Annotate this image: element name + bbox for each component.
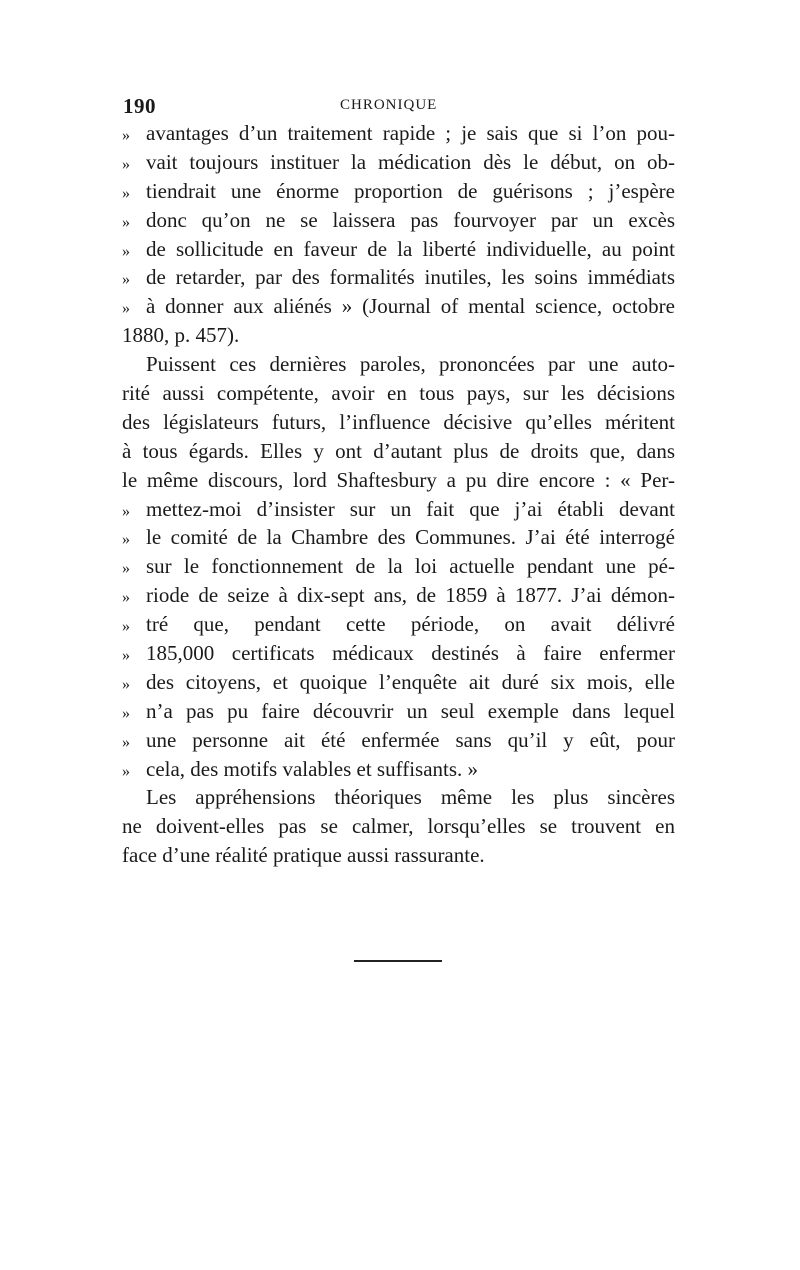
text-line [122, 581, 675, 610]
line-text: n’a pas pu faire découvrir un seul exemple dans lequel [146, 698, 675, 723]
quote-mark: » [122, 647, 130, 665]
line-text: à tous égards. Elles y ont d’autant plus de droits que, dans [122, 438, 675, 463]
quote-mark: » [122, 560, 130, 578]
quote-mark: » [122, 762, 130, 780]
line-text: vait toujours instituer la médication dès le début, on ob- [146, 149, 675, 174]
text-line [122, 437, 675, 466]
quote-mark: » [122, 242, 130, 260]
line-text: Puissent ces dernières paroles, prononcées par une auto- [146, 352, 675, 377]
line-text: face d’une réalité pratique aussi rassurante. [122, 843, 485, 868]
line-text: une personne ait été enfermée sans qu’il y eût, pour [146, 727, 675, 752]
text-line [122, 119, 675, 148]
text-line [122, 263, 675, 292]
line-text: donc qu’on ne se laissera pas fourvoyer par un excès [146, 207, 675, 232]
quote-mark: » [122, 213, 130, 231]
line-text: ne doivent-elles pas se calmer, lorsqu’elles se trouvent en [122, 814, 675, 839]
text-line [122, 495, 675, 524]
text-line [122, 755, 675, 784]
text-line [122, 697, 675, 726]
text-line [122, 552, 675, 581]
quote-mark: » [122, 618, 130, 636]
quote-mark: » [122, 704, 130, 722]
text-line [122, 610, 675, 639]
running-title: CHRONIQUE [340, 97, 438, 113]
line-text: des citoyens, et quoique l’enquête ait duré six mois, elle [146, 669, 675, 694]
quote-mark: » [122, 184, 130, 202]
line-text: le même discours, lord Shaftesbury a pu dire encore : « Per- [122, 467, 675, 492]
line-text: le comité de la Chambre des Communes. J’ai été interrogé [146, 525, 675, 550]
line-text: de sollicitude en faveur de la liberté individuelle, au point [146, 236, 675, 261]
text-line [122, 177, 675, 206]
line-text: des législateurs futurs, l’influence décisive qu’elles méritent [122, 409, 675, 434]
text-line [122, 668, 675, 697]
text-line [122, 350, 675, 379]
line-text: tiendrait une énorme proportion de guérisons ; j’espère [146, 178, 675, 203]
text-line [122, 292, 675, 321]
line-text: de retarder, par des formalités inutiles, les soins immédiats [146, 265, 675, 290]
text-line [122, 812, 675, 841]
quote-mark: » [122, 733, 130, 751]
quote-mark: » [122, 589, 130, 607]
line-text: mettez-moi d’insister sur un fait que j’ai établi devant [146, 496, 675, 521]
line-text: sur le fonctionnement de la loi actuelle pendant une pé- [146, 554, 675, 579]
quote-mark: » [122, 531, 130, 549]
quote-mark: » [122, 675, 130, 693]
quote-mark: » [122, 271, 130, 289]
text-line [122, 523, 675, 552]
text-line [122, 783, 675, 812]
text-line [122, 321, 675, 350]
quote-mark: » [122, 127, 130, 144]
text-line [122, 235, 675, 264]
line-text: Les appréhensions théoriques même les plus sincères [146, 785, 675, 810]
line-text: 185,000 certificats médicaux destinés à faire enfermer [146, 641, 675, 666]
quote-mark: » [122, 502, 130, 520]
page-number: 190 [123, 94, 156, 118]
text-line [122, 726, 675, 755]
text-line [122, 841, 675, 870]
line-text: rité aussi compétente, avoir en tous pays, sur les décisions [122, 381, 675, 406]
text-line [122, 206, 675, 235]
section-rule [354, 960, 442, 962]
text-line [122, 148, 675, 177]
line-text: 1880, p. 457). [122, 323, 240, 348]
text-line [122, 466, 675, 495]
line-text: cela, des motifs valables et suffisants. » [146, 756, 479, 781]
line-text: avantages d’un traitement rapide ; je sais que si l’on pou- [146, 121, 675, 145]
body-text [122, 119, 675, 870]
text-line [122, 379, 675, 408]
quote-mark: » [122, 155, 130, 173]
line-text: riode de seize à dix-sept ans, de 1859 à 1877. J’ai démon- [146, 583, 675, 608]
line-text: tré que, pendant cette période, on avait délivré [146, 612, 675, 637]
line-text: à donner aux aliénés » (Journal of mental science, octobre [146, 294, 675, 319]
text-line [122, 408, 675, 437]
text-line [122, 639, 675, 668]
quote-mark: » [122, 300, 130, 318]
